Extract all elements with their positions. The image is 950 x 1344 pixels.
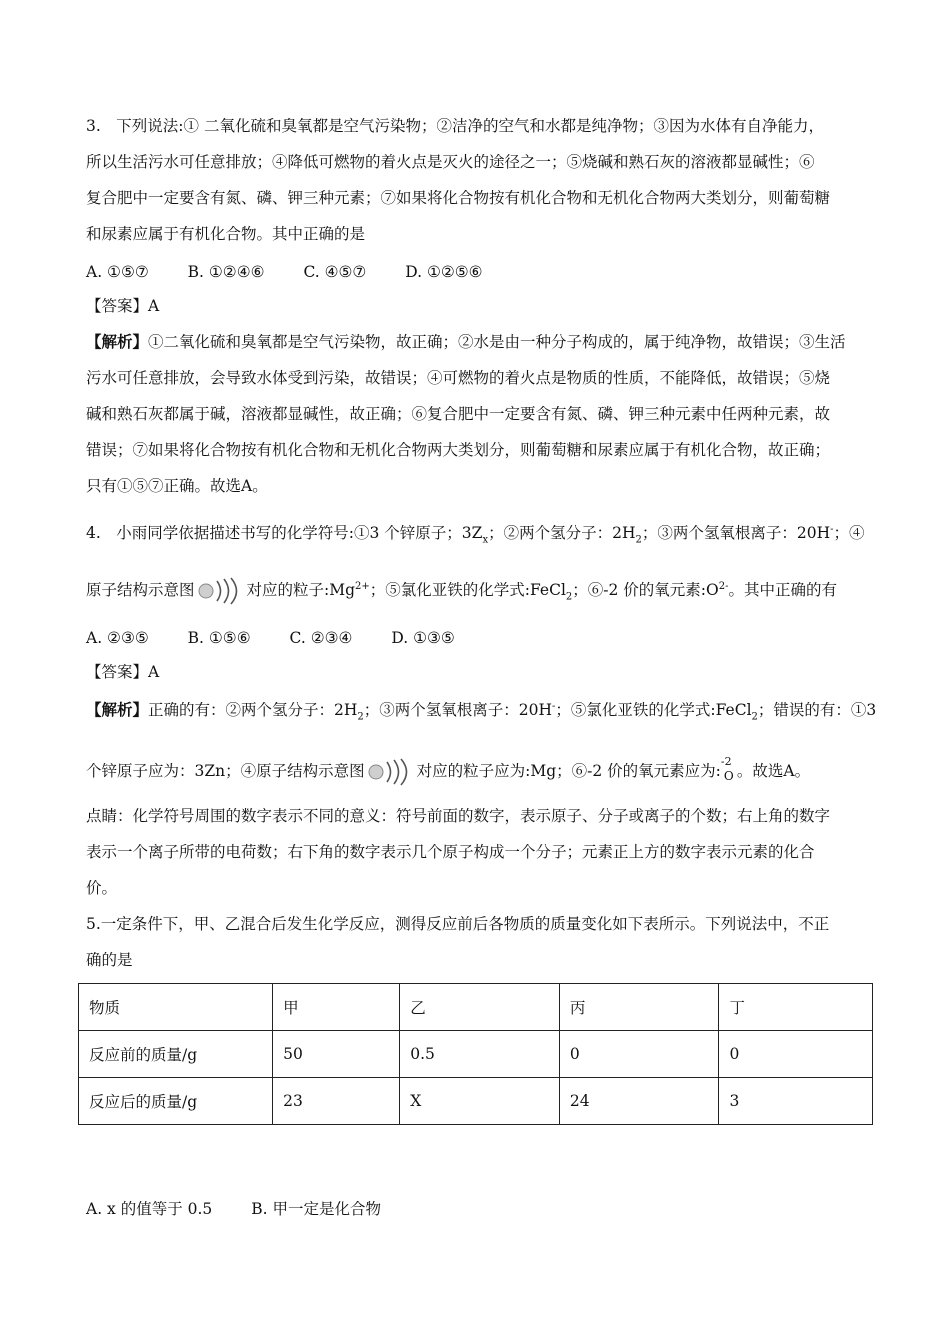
atom-structure-diagram-icon [367, 758, 415, 786]
q3-analysis-label: 【解析】 [86, 332, 149, 351]
table-cell: 0.5 [400, 1031, 560, 1078]
atom-structure-diagram-icon [197, 577, 245, 605]
q3-answer: 【答案】A [86, 297, 160, 315]
q3-option-a: A. ①⑤⑦ [86, 263, 149, 281]
q3-stem-line-3: 复合肥中一定要含有氮、磷、钾三种元素；⑦如果将化合物按有机化合物和无机化合物两大类划分，则葡萄糖 [86, 189, 831, 207]
q3-option-d: D. ①②⑤⑥ [405, 263, 483, 281]
q4-stem-2g: 2- [718, 581, 729, 592]
q4-option-c: C. ②③④ [289, 629, 353, 647]
q3-analysis-text-1: ①二氧化硫和臭氧都是空气污染物，故正确；②水是由一种分子构成的，属于纯净物，故错误；③生活 [148, 333, 846, 351]
q4-option-d: D. ①③⑤ [391, 629, 455, 647]
q5-options [86, 1199, 415, 1219]
q4-stem-2a: 原子结构示意图 [86, 581, 195, 600]
q3-option-b: B. ①②④⑥ [187, 263, 265, 281]
q4-tip-line-3: 价。 [86, 879, 118, 897]
q4-stem-line-1 [86, 520, 865, 550]
q4-analysis-line-1 [86, 697, 876, 727]
q3-stem-line-1: 3. 下列说法:① 二氧化硫和臭氧都是空气污染物；②洁净的空气和水都是纯净物；③因为水体有自净能力， [86, 117, 824, 135]
table-cell: 0 [719, 1031, 873, 1078]
q4-stem-1b: x [482, 534, 489, 546]
q3-analysis-line-5: 只有①⑤⑦正确。故选A。 [86, 477, 268, 495]
q5-stem-line-1: 5.一定条件下，甲、乙混合后发生化学反应，测得反应前后各物质的质量变化如下表所示。下列说法中，不正 [86, 915, 830, 933]
q4-stem-1d: 2 [635, 534, 642, 546]
q5-option-a: A. x 的值等于 0.5 [86, 1200, 213, 1218]
q4-stem-2f: ；⑥-2 价的氧元素:O [572, 581, 719, 600]
q4-option-a: A. ②③⑤ [86, 629, 149, 647]
q4-analysis-1b: 2 [357, 711, 364, 723]
q4-analysis-1f: 2 [751, 711, 758, 723]
table-cell: 丙 [559, 984, 719, 1031]
q4-analysis-2c: 。故选A。 [736, 762, 811, 780]
table-cell: 物质 [79, 984, 273, 1031]
q4-stem-1a: 4. 小雨同学依据描述书写的化学符号:①3 个锌原子；3Z [86, 524, 483, 543]
q4-answer: 【答案】A [86, 663, 160, 681]
q3-options [86, 262, 517, 282]
q4-stem-1f: - [830, 524, 834, 535]
q4-analysis-2a: 个锌原子应为：3Zn；④原子结构示意图 [86, 762, 365, 780]
mass-change-table [78, 983, 873, 1125]
table-cell: 50 [273, 1031, 400, 1078]
table-cell: 甲 [273, 984, 400, 1031]
q4-stem-line-2 [86, 577, 837, 607]
q4-stem-1e: ；③两个氢氧根离子：20H [641, 524, 831, 543]
q4-analysis-line-2 [86, 755, 811, 786]
q4-analysis-1c: ；③两个氢氧根离子：20H [363, 701, 553, 720]
q4-analysis-label: 【解析】 [86, 700, 149, 720]
table-cell: 23 [273, 1078, 400, 1125]
q5-option-b: B. 甲一定是化合物 [251, 1200, 381, 1218]
valence-notation [720, 755, 737, 783]
q4-stem-1c: ；②两个氢分子：2H [488, 524, 636, 543]
q4-analysis-1e: ；⑤氯化亚铁的化学式:FeCl [555, 701, 752, 720]
q4-stem-2c: 2+ [355, 581, 370, 592]
q4-options [86, 628, 489, 648]
q3-stem-line-4: 和尿素应属于有机化合物。其中正确的是 [86, 225, 366, 243]
q4-analysis-1a: 正确的有：②两个氢分子：2H [148, 701, 358, 720]
q3-stem-line-2: 所以生活污水可任意排放；④降低可燃物的着火点是灭火的途径之一；⑤烧碱和熟石灰的溶液都显碱性；⑥ [86, 153, 815, 171]
table-cell: 24 [559, 1078, 719, 1125]
q4-option-b: B. ①⑤⑥ [187, 629, 251, 647]
q3-option-c: C. ④⑤⑦ [303, 263, 367, 281]
table-cell: 0 [559, 1031, 719, 1078]
q3-analysis-line-2: 污水可任意排放，会导致水体受到污染，故错误；④可燃物的着火点是物质的性质，不能降低，故错误；⑤烧 [86, 369, 831, 387]
q4-stem-1g: ；④ [833, 524, 865, 543]
q4-analysis-1g: ；错误的有：①3 [757, 701, 877, 720]
q4-stem-2d: ；⑤氯化亚铁的化学式:FeCl [369, 581, 566, 600]
table-cell: 丁 [719, 984, 873, 1031]
q5-stem-line-2: 确的是 [86, 951, 133, 969]
table-cell: 反应后的质量/g [79, 1078, 273, 1125]
q3-analysis-line-4: 错误；⑦如果将化合物按有机化合物和无机化合物两大类划分，则葡萄糖和尿素应属于有机化合物，故正确； [86, 441, 831, 459]
q4-analysis-2b: 对应的粒子应为:Mg；⑥-2 价的氧元素应为: [416, 762, 721, 780]
q3-analysis-line-3: 碱和熟石灰都属于碱，溶液都显碱性，故正确；⑥复合肥中一定要含有氮、磷、钾三种元素中任两种元素，故 [86, 405, 831, 423]
table-header-row [79, 984, 873, 1031]
q3-analysis-line-1 [86, 332, 846, 352]
table-cell: 反应前的质量/g [79, 1031, 273, 1078]
q4-stem-2h: 。其中正确的有 [728, 581, 838, 600]
q4-tip-line-1: 点睛：化学符号周围的数字表示不同的意义：符号前面的数字，表示原子、分子或离子的个数；右上角的数字 [86, 807, 831, 825]
q4-stem-2e: 2 [565, 591, 573, 603]
table-cell: 乙 [400, 984, 560, 1031]
q4-stem-2b: 对应的粒子:Mg [246, 581, 356, 600]
table-cell: 3 [719, 1078, 873, 1125]
q4-analysis-1d: - [552, 701, 556, 712]
table-cell: X [400, 1078, 560, 1125]
valence-value: -2 [720, 755, 732, 768]
table-row [79, 1031, 873, 1078]
q4-tip-line-2: 表示一个离子所带的电荷数；右下角的数字表示几个原子构成一个分子；元素正上方的数字表示元素的化合 [86, 843, 815, 861]
valence-element: O [723, 769, 734, 783]
table-row [79, 1078, 873, 1125]
